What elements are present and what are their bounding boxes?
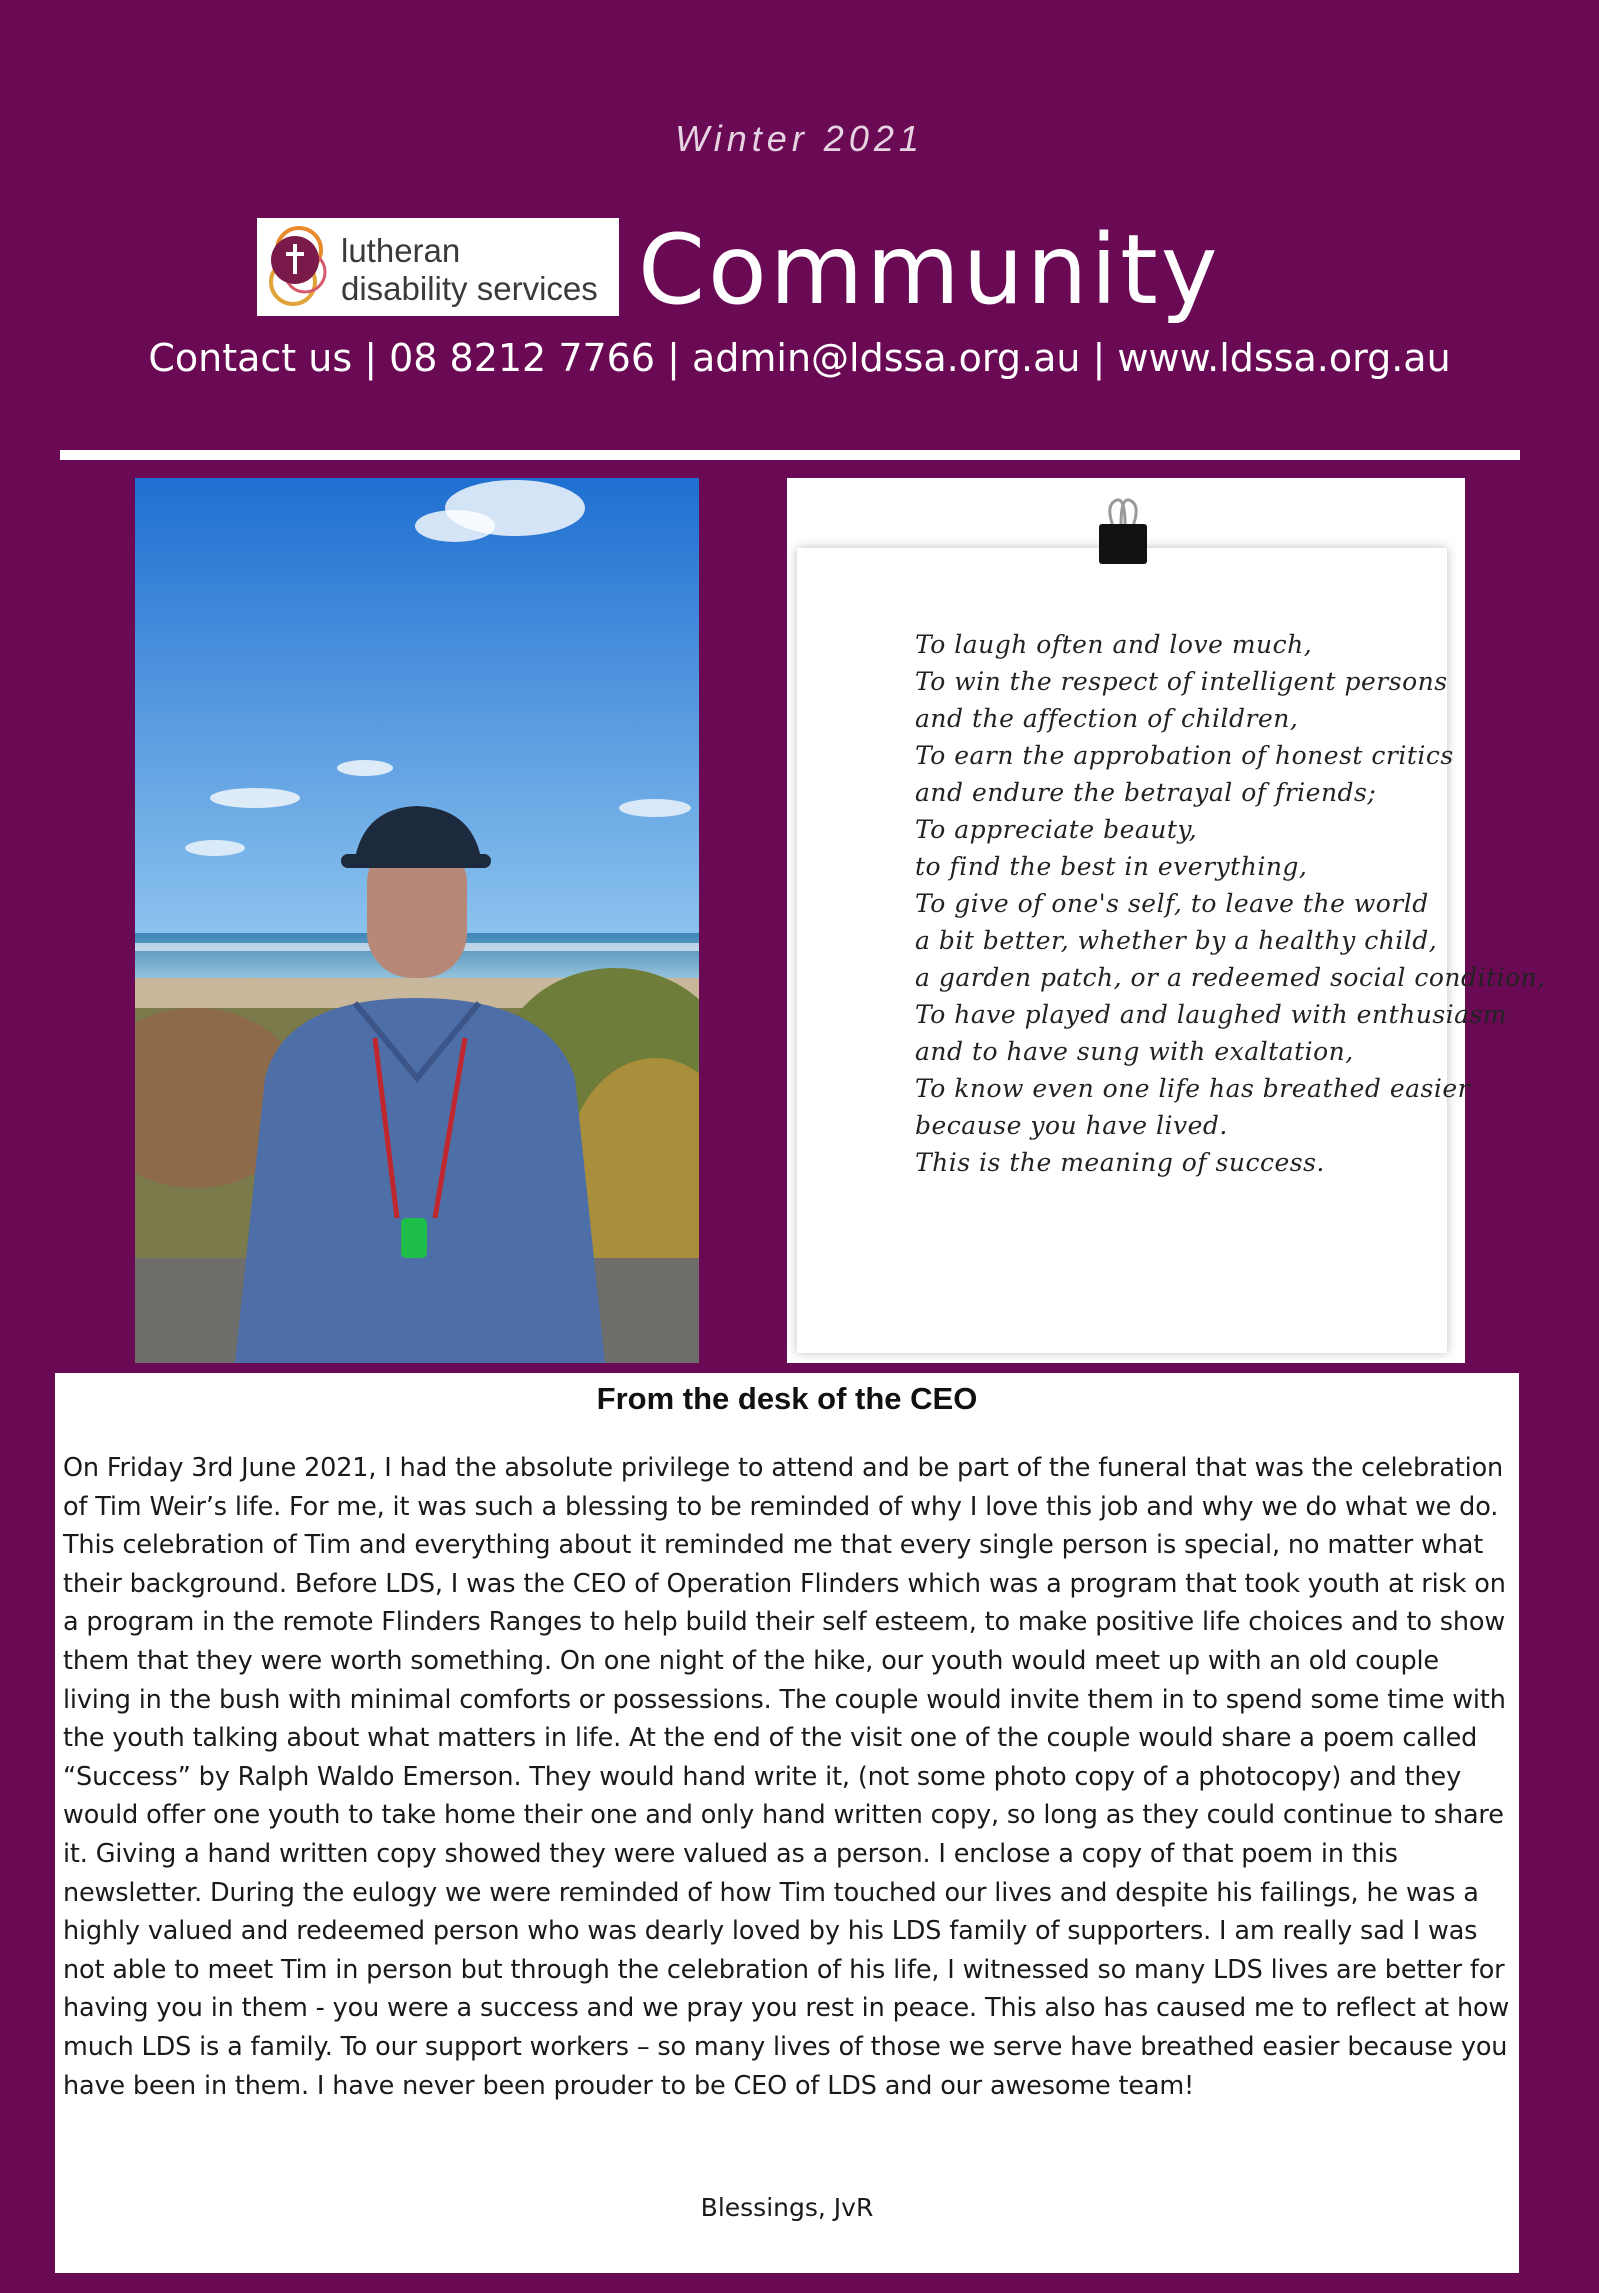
poem-line: and the affection of children, — [915, 704, 1299, 733]
poem-line: To have played and laughed with enthusiasm — [915, 1000, 1508, 1029]
portrait-photo — [135, 478, 699, 1363]
contact-line: Contact us | 08 8212 7766 | admin@ldssa.org.au | www.ldssa.org.au — [148, 336, 1451, 380]
lds-logo-mark-icon — [265, 224, 327, 310]
header-divider — [60, 450, 1520, 460]
poem-line: To appreciate beauty, — [915, 815, 1198, 844]
poem-line: To know even one life has breathed easier — [915, 1074, 1471, 1103]
binder-clip-icon — [1095, 496, 1151, 566]
ceo-article — [55, 1373, 1519, 2273]
poem-line: and to have sung with exaltation, — [915, 1037, 1354, 1066]
beach-portrait-image — [135, 478, 699, 1363]
logo-text-disability-services: disability services — [341, 270, 598, 307]
poem-line: a garden patch, or a redeemed social condition, — [915, 963, 1546, 992]
article-title: From the desk of the CEO — [596, 1381, 978, 1416]
issue-season: Winter 2021 — [675, 118, 924, 159]
poem-line: To laugh often and love much, — [915, 630, 1313, 659]
poem-line: to find the best in everything, — [915, 852, 1308, 881]
poem-line: and endure the betrayal of friends; — [915, 778, 1377, 807]
poem-line: To win the respect of intelligent persons — [915, 667, 1448, 696]
newsletter-title: Community — [638, 214, 1221, 326]
poem-line: This is the meaning of success. — [915, 1148, 1325, 1177]
poem-line: To earn the approbation of honest critics — [915, 741, 1454, 770]
article-signoff: Blessings, JvR — [700, 2193, 874, 2222]
lds-logo — [257, 218, 619, 316]
poem-line: To give of one's self, to leave the world — [915, 889, 1429, 918]
poem-card — [787, 478, 1546, 1363]
poem-line: a bit better, whether by a healthy child, — [915, 926, 1438, 955]
poem-text — [915, 626, 1546, 1181]
poem-line: because you have lived. — [915, 1111, 1228, 1140]
article-body: On Friday 3rd June 2021, I had the absolute privilege to attend and be part of the funeral that was the celebration of Tim Weir’s life. For me, it was such a blessing to be reminded of why I love this job and why we do what we do. This celebration of Tim and everything about it reminded me that every single person is special, no matter what their background. Before LDS, I was the CEO of Operation Flinders which was a program that took youth at risk on a program in the remote Flinders Ranges to help build their self esteem, to make positive life choices and to show them that they were worth something. On one night of the hike, our youth would meet up with an old couple living in the bush with minimal comforts or possessions. The couple would invite them in to spend some time with the youth talking about what matters in life. At the end of the visit one of the couple would share a poem called “Success” by Ralph Waldo Emerson. They would hand write it, (not some photo copy of a photocopy) and they would offer one youth to take home their one and only hand written copy, so long as they could continue to share it. Giving a hand written copy showed they were valued as a person. I enclose a copy of that poem in this newsletter. During the eulogy we were reminded of how Tim touched our lives and despite his failings, he was a highly valued and redeemed person who was dearly loved by his LDS family of supporters. I am really sad I was not able to meet Tim in person but through the celebration of his life, I witnessed so many LDS lives are better for having you in them - you were a success and we pray you rest in peace. This also has caused me to reflect at how much LDS is a family. To our support workers – so many lives of those we serve have breathed easier because you have been in them. I have never been prouder to be CEO of LDS and our awesome team! — [63, 1453, 1510, 2101]
logo-text-lutheran: lutheran — [341, 232, 461, 269]
